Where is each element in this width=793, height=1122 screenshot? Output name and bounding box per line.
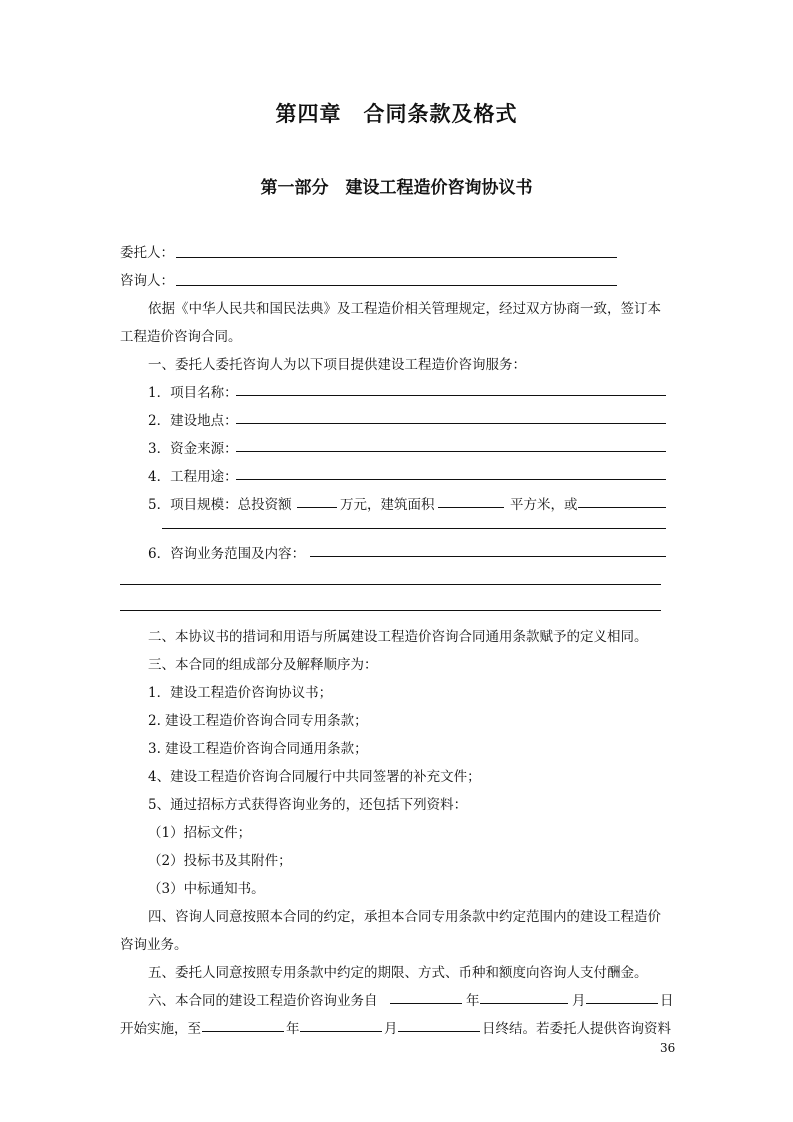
intro-line2: 工程造价咨询合同。 <box>120 329 242 345</box>
page-number: 36 <box>660 1041 676 1055</box>
end-year-blank[interactable] <box>202 1031 284 1032</box>
location-blank[interactable] <box>236 423 666 424</box>
scale-extra-blank[interactable] <box>162 528 666 529</box>
scope-blank-2[interactable] <box>120 584 661 585</box>
consultant-label: 咨询人： <box>120 273 174 289</box>
funding-label: 3．资金来源： <box>148 441 238 457</box>
section5-text: 五、委托人同意按照专用条款中约定的期限、方式、币种和额度向咨询人支付酬金。 <box>148 965 648 981</box>
chapter-title: 第四章 合同条款及格式 <box>275 101 518 126</box>
project-name-blank[interactable] <box>236 395 666 396</box>
section3-heading: 三、本合同的组成部分及解释顺序为： <box>148 657 378 673</box>
end-month-blank[interactable] <box>300 1031 382 1032</box>
section4-line1: 四、咨询人同意按照本合同的约定，承担本合同专用条款中约定范围内的建设工程造价 <box>148 909 661 925</box>
scale-unit-wan: 万元，建筑面积 <box>340 497 435 513</box>
client-label: 委托人： <box>120 245 174 261</box>
section2-text: 二、本协议书的措词和用语与所属建设工程造价咨询合同通用条款赋予的定义相同。 <box>148 629 648 645</box>
end-month-unit: 月 <box>384 1021 398 1037</box>
consultant-blank[interactable] <box>176 285 617 286</box>
scope-label: 6．咨询业务范围及内容： <box>148 546 306 562</box>
start-month-unit: 月 <box>572 993 586 1009</box>
end-year-unit: 年 <box>286 1021 300 1037</box>
section3-item: 2. 建设工程造价咨询合同专用条款； <box>148 713 368 729</box>
section6-line2-suffix: 日终结。若委托人提供咨询资料 <box>482 1021 671 1037</box>
part-title: 第一部分 建设工程造价咨询协议书 <box>260 178 533 198</box>
section3-item: 3. 建设工程造价咨询合同通用条款； <box>148 741 368 757</box>
start-day-blank[interactable] <box>586 1003 658 1004</box>
scale-other-blank[interactable] <box>578 507 666 508</box>
section6-prefix: 六、本合同的建设工程造价咨询业务自 <box>148 993 378 1009</box>
section3-subitem: （3）中标通知书。 <box>148 881 265 897</box>
location-label: 2．建设地点： <box>148 413 238 429</box>
area-blank[interactable] <box>438 507 504 508</box>
section3-item: 5、通过招标方式获得咨询业务的，还包括下列资料： <box>148 797 468 813</box>
end-day-blank[interactable] <box>398 1031 480 1032</box>
scale-unit-sqm: 平方米，或 <box>510 497 578 513</box>
section3-item: 1．建设工程造价咨询协议书； <box>148 685 333 701</box>
section3-subitem: （2）投标书及其附件； <box>148 853 292 869</box>
section4-line2: 咨询业务。 <box>120 937 188 953</box>
scope-blank-3[interactable] <box>120 610 661 611</box>
section1-heading: 一、委托人委托咨询人为以下项目提供建设工程造价咨询服务： <box>148 357 526 373</box>
section6-line2-prefix: 开始实施，至 <box>120 1021 201 1037</box>
project-name-label: 1．项目名称： <box>148 385 238 401</box>
section3-item: 4、建设工程造价咨询合同履行中共同签署的补充文件； <box>148 769 481 785</box>
scope-blank-1[interactable] <box>310 556 666 557</box>
start-year-blank[interactable] <box>390 1003 462 1004</box>
funding-blank[interactable] <box>236 451 666 452</box>
investment-blank[interactable] <box>297 507 337 508</box>
section3-subitem: （1）招标文件； <box>148 825 252 841</box>
usage-blank[interactable] <box>236 479 666 480</box>
usage-label: 4．工程用途： <box>148 469 238 485</box>
start-year-unit: 年 <box>466 993 480 1009</box>
scale-label: 5．项目规模：总投资额 <box>148 497 292 513</box>
intro-line1: 依据《中华人民共和国民法典》及工程造价相关管理规定，经过双方协商一致，签订本 <box>148 301 661 317</box>
client-blank[interactable] <box>176 257 617 258</box>
start-day-unit: 日 <box>660 993 674 1009</box>
start-month-blank[interactable] <box>480 1003 568 1004</box>
